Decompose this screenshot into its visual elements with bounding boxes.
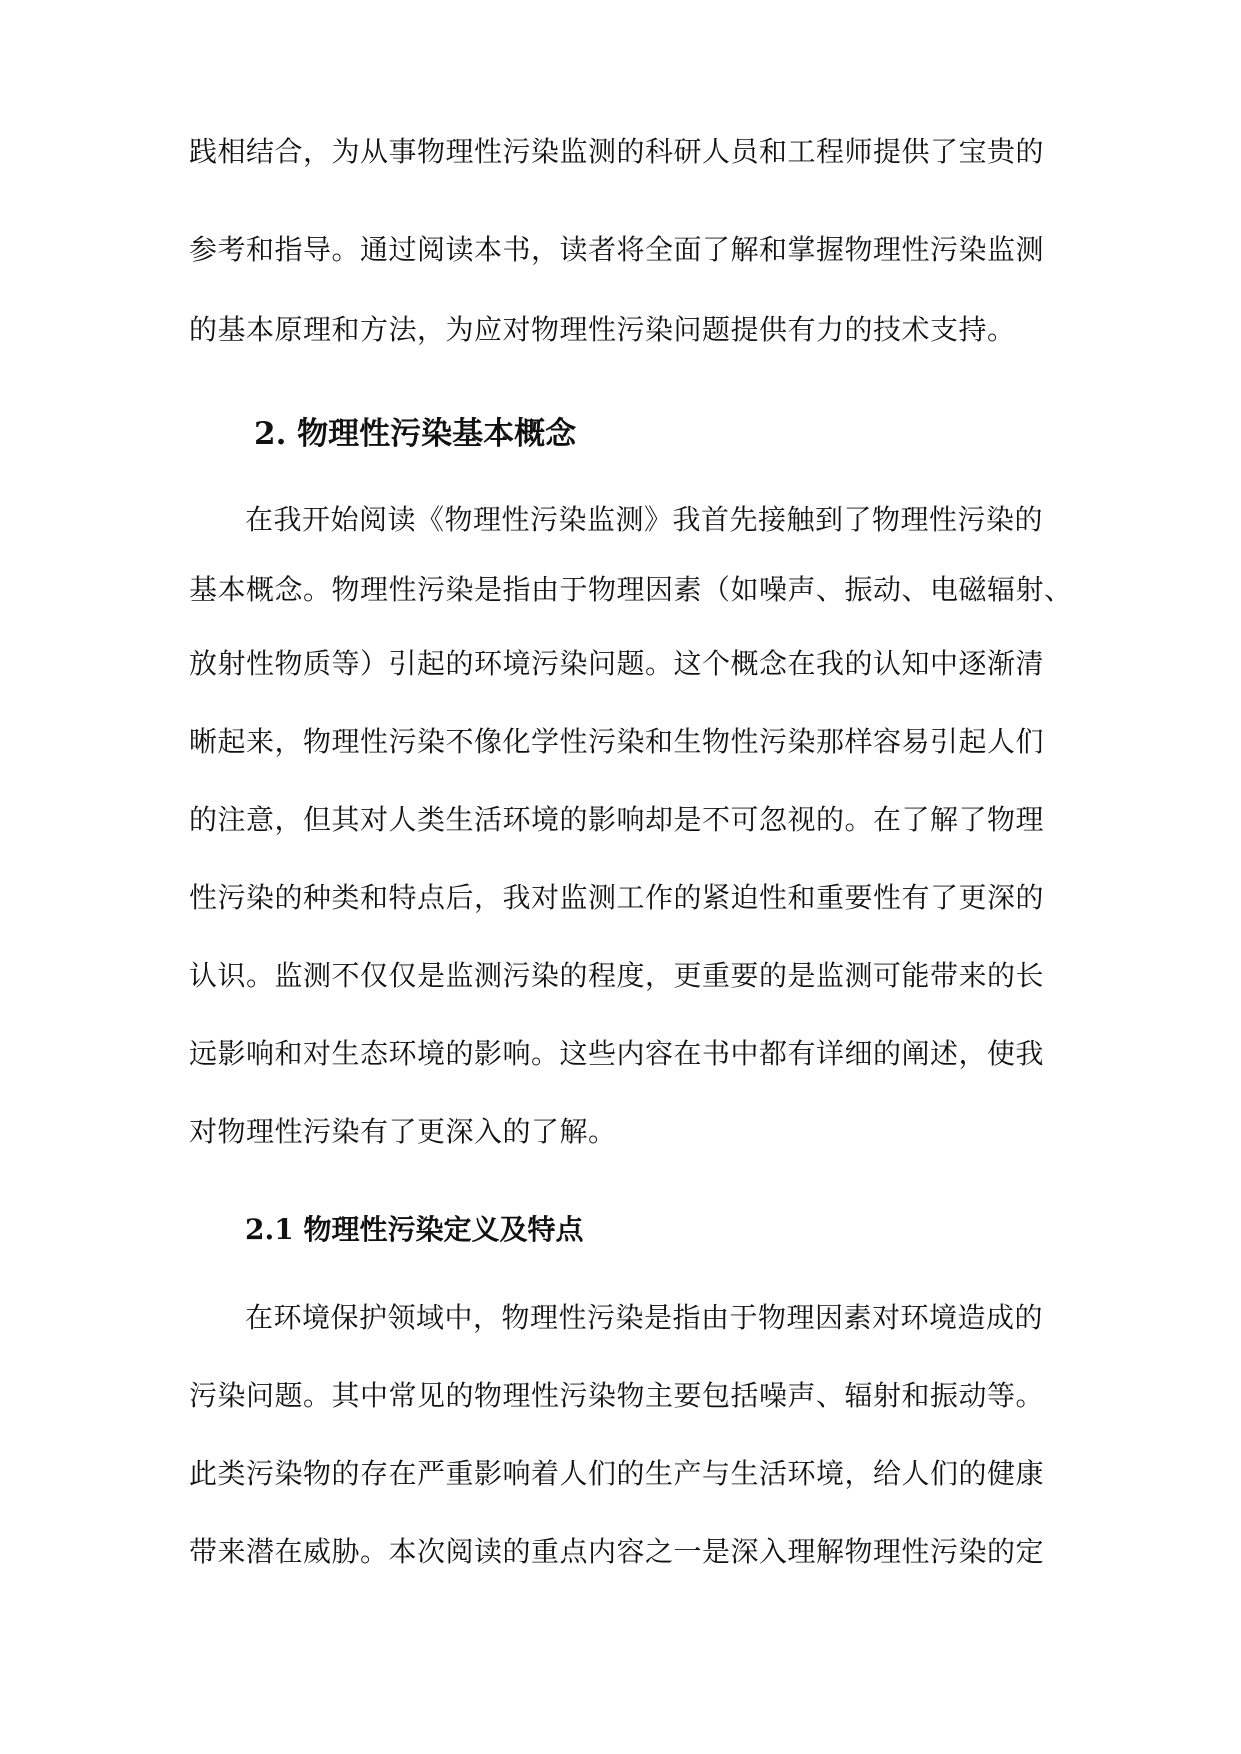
- section-2-line-5: 的注意，但其对人类生活环境的影响却是不可忽视的。在了解了物理: [189, 803, 1045, 836]
- section-2-heading: 2. 物理性污染基本概念: [254, 416, 577, 452]
- section-2-line-6: 性污染的种类和特点后，我对监测工作的紧迫性和重要性有了更深的: [189, 881, 1045, 914]
- section-2-line-9: 对物理性污染有了更深入的了解。: [189, 1115, 617, 1148]
- section-2-line-2: 基本概念。物理性污染是指由于物理因素（如噪声、振动、电磁辐射、: [189, 573, 1073, 606]
- intro-line-1: 践相结合，为从事物理性污染监测的科研人员和工程师提供了宝贵的: [189, 135, 1045, 168]
- section-2-line-3: 放射性物质等）引起的环境污染问题。这个概念在我的认知中逐渐清: [189, 647, 1045, 680]
- section-2-1-line-4: 带来潜在威胁。本次阅读的重点内容之一是深入理解物理性污染的定: [189, 1535, 1045, 1568]
- intro-line-2: 参考和指导。通过阅读本书，读者将全面了解和掌握物理性污染监测: [189, 233, 1045, 266]
- section-2-1-line-3: 此类污染物的存在严重影响着人们的生产与生活环境，给人们的健康: [189, 1457, 1045, 1490]
- section-2-1-heading: 2.1 物理性污染定义及特点: [245, 1213, 584, 1246]
- section-2-line-8: 远影响和对生态环境的影响。这些内容在书中都有详细的阐述，使我: [189, 1037, 1045, 1070]
- intro-line-3: 的基本原理和方法，为应对物理性污染问题提供有力的技术支持。: [189, 313, 1016, 346]
- section-2-1-line-2: 污染问题。其中常见的物理性污染物主要包括噪声、辐射和振动等。: [189, 1379, 1045, 1412]
- section-2-line-7: 认识。监测不仅仅是监测污染的程度，更重要的是监测可能带来的长: [189, 959, 1045, 992]
- section-2-line-1: 在我开始阅读《物理性污染监测》我首先接触到了物理性污染的: [245, 503, 1044, 536]
- section-2-1-line-1: 在环境保护领域中，物理性污染是指由于物理因素对环境造成的: [245, 1301, 1044, 1334]
- section-2-line-4: 晰起来，物理性污染不像化学性污染和生物性污染那样容易引起人们: [189, 725, 1045, 758]
